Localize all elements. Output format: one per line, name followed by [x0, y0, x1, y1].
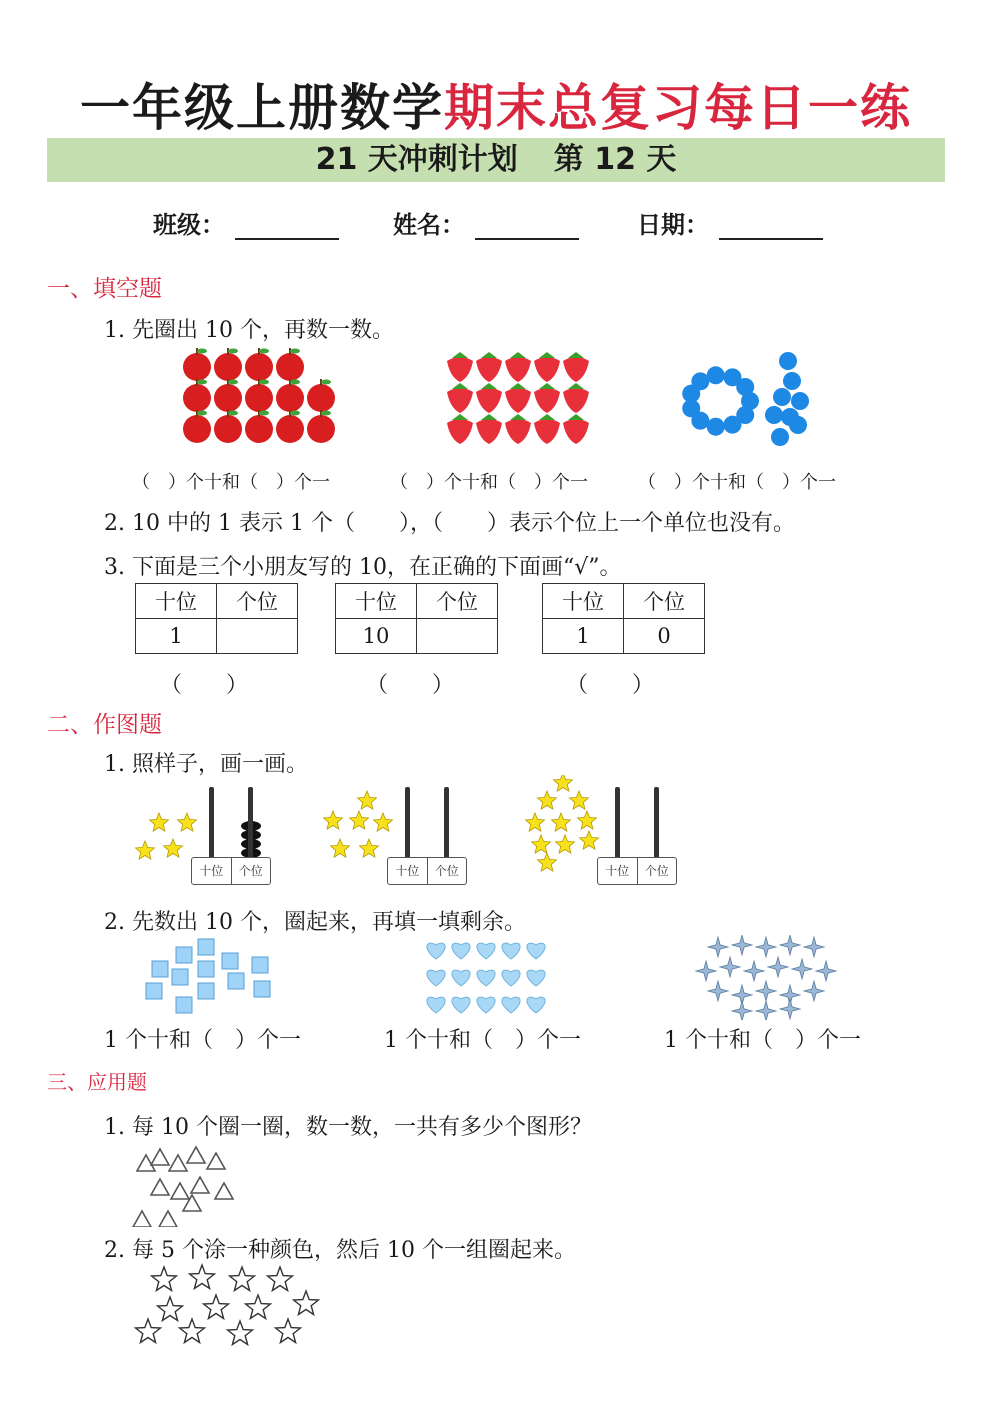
place-value-table-1 — [135, 583, 298, 654]
outline-star-icon — [246, 1295, 271, 1319]
ones-header: 个位 — [624, 584, 705, 619]
star-icon — [350, 811, 369, 829]
strawberry-leaf — [510, 383, 526, 389]
star-icon — [570, 791, 589, 809]
strawberry-leaf — [539, 352, 555, 358]
s1-q2: 2. 10 中的 1 表示 1 个（ ），（ ）表示个位上一个单位也没有。 — [104, 511, 795, 536]
class-field[interactable] — [153, 205, 339, 240]
heart-icon — [502, 997, 520, 1013]
ones-header: 个位 — [217, 584, 298, 619]
sparkle-icon — [756, 1001, 776, 1020]
strawberry-icon — [447, 419, 473, 444]
sparkle-icon — [792, 959, 812, 979]
sparkle-icon — [804, 981, 824, 1001]
strawberry-leaf — [481, 414, 497, 420]
section2-heading: 二、作图题 — [47, 712, 162, 738]
heart-icon — [427, 943, 445, 959]
outline-star-icon — [268, 1267, 293, 1291]
square-icon — [152, 961, 168, 977]
s1-q1-answer-2: （ ）个十和（ ）个一 — [390, 472, 588, 493]
sparkle-icon — [804, 937, 824, 957]
tens-label: 十位 — [192, 858, 232, 884]
triangles — [133, 1147, 233, 1227]
strawberry-leaf — [481, 352, 497, 358]
triangle-group — [130, 1142, 250, 1227]
heart-icon — [527, 997, 545, 1013]
square-icon — [198, 939, 214, 955]
sparkle-icon — [780, 935, 800, 955]
s3-q2: 2. 每 5 个涂一种颜色，然后 10 个一组圈起来。 — [104, 1238, 576, 1263]
star-icon — [136, 841, 155, 859]
star-icon — [554, 775, 573, 791]
outline-star-icon — [152, 1267, 177, 1291]
apple-leaf — [197, 349, 207, 354]
strawberry-leaf — [452, 414, 468, 420]
check-paren-1[interactable]: （ ） — [160, 673, 249, 698]
strawberry-leaf — [568, 352, 584, 358]
tens-value: 1 — [543, 619, 624, 654]
bead-icon — [736, 378, 754, 396]
check-paren-2[interactable]: （ ） — [366, 673, 455, 698]
triangle-icon — [169, 1155, 187, 1171]
heart-group — [427, 943, 545, 1013]
heart-icon — [477, 970, 495, 986]
apple-icon — [245, 384, 273, 412]
strawberry-icon — [476, 357, 502, 382]
tens-value: 1 — [136, 619, 217, 654]
star-icon — [331, 839, 350, 857]
title-black: 一年级上册数学 — [80, 79, 444, 137]
heart-icon — [527, 943, 545, 959]
place-value-table-2 — [335, 583, 498, 654]
sparkle-icon — [756, 937, 776, 957]
strawberry-icon — [505, 357, 531, 382]
star-icon — [538, 791, 557, 809]
plan-banner — [47, 138, 945, 182]
outline-stars — [136, 1265, 319, 1345]
outline-star-icon — [158, 1297, 183, 1321]
star-icon — [526, 813, 545, 831]
name-label: 姓名： — [393, 211, 465, 239]
bead-group — [682, 352, 809, 446]
strawberry-icon — [534, 357, 560, 382]
sparkle-group — [696, 935, 836, 1020]
apple-leaf — [290, 349, 300, 354]
triangle-icon — [159, 1211, 177, 1227]
apple-leaf — [259, 349, 269, 354]
bead-icon — [707, 418, 725, 436]
strawberry-icon — [563, 388, 589, 413]
triangle-icon — [133, 1211, 151, 1227]
strawberry-icon — [447, 388, 473, 413]
s1-q1: 1. 先圈出 10 个，再数一数。 — [104, 318, 394, 343]
triangle-icon — [171, 1183, 189, 1199]
title-red: 期末总复习每日一练 — [444, 79, 912, 137]
outline-star-icon — [230, 1267, 255, 1291]
star-icon — [538, 853, 557, 871]
star-icon — [178, 813, 197, 831]
star-icon — [578, 811, 597, 829]
date-blank[interactable] — [719, 214, 823, 240]
apple-icon — [307, 415, 335, 443]
strawberry-icon — [505, 388, 531, 413]
s1-q1-answer-1: （ ）个十和（ ）个一 — [132, 472, 330, 493]
bead-icon — [771, 428, 789, 446]
star-icon — [532, 835, 551, 853]
heart-icon — [452, 970, 470, 986]
s2-q2: 2. 先数出 10 个，圈起来，再填一填剩余。 — [104, 910, 526, 935]
bead-icon — [691, 372, 709, 390]
heart-icon — [452, 997, 470, 1013]
date-field[interactable] — [637, 205, 823, 240]
star-icon — [552, 813, 571, 831]
triangle-icon — [151, 1179, 169, 1195]
strawberry-leaf — [539, 414, 555, 420]
ones-label: 个位 — [238, 864, 263, 878]
class-label: 班级： — [153, 211, 225, 239]
bead-icon — [783, 372, 801, 390]
s2-q1: 1. 照样子，画一画。 — [104, 752, 308, 777]
sparkle-icon — [732, 1001, 752, 1020]
strawberry-leaf — [510, 414, 526, 420]
shape-groups — [140, 935, 860, 1020]
strawberry-leaf — [481, 383, 497, 389]
strawberry-leaf — [452, 352, 468, 358]
ones-label: 个位 — [434, 864, 459, 878]
ones-value — [217, 619, 298, 654]
abacus3-ones-rod — [654, 787, 659, 859]
strawberry-icon — [505, 419, 531, 444]
bead-icon — [707, 366, 725, 384]
star-icon — [324, 811, 343, 829]
star-icon — [358, 791, 377, 809]
abacus2-tens-rod — [405, 787, 410, 859]
sparkle-icon — [708, 937, 728, 957]
square-icon — [198, 961, 214, 977]
star-icon — [360, 839, 379, 857]
sparkle-icon — [816, 961, 836, 981]
outline-star-icon — [190, 1265, 215, 1289]
check-paren-3[interactable]: （ ） — [566, 673, 655, 698]
apple-leaf — [321, 380, 331, 385]
apple-icon — [183, 415, 211, 443]
star-icon — [150, 813, 169, 831]
strawberry-icon — [476, 419, 502, 444]
section3-heading: 三、应用题 — [47, 1070, 147, 1094]
strawberry-leaf — [452, 383, 468, 389]
ones-value — [417, 619, 498, 654]
sparkle-icon — [720, 957, 740, 977]
apple-leaf — [290, 411, 300, 416]
outline-star-icon — [276, 1319, 301, 1343]
apple-icon — [183, 384, 211, 412]
abacus1-label — [191, 857, 271, 885]
abacus2-label — [387, 857, 467, 885]
apple-leaf — [228, 349, 238, 354]
class-blank[interactable] — [235, 214, 339, 240]
apple-icon — [276, 384, 304, 412]
counting-pictures — [170, 345, 900, 455]
heart-icon — [452, 943, 470, 959]
heart-icon — [502, 970, 520, 986]
abacus3-label — [597, 857, 677, 885]
abacus2-ones-rod — [444, 787, 449, 859]
sparkle-icon — [756, 981, 776, 1001]
apple-leaf — [228, 380, 238, 385]
square-icon — [228, 973, 244, 989]
bead-icon — [789, 416, 807, 434]
bead-icon — [779, 352, 797, 370]
ones-header: 个位 — [417, 584, 498, 619]
sparkle-icon — [696, 961, 716, 981]
square-group — [146, 939, 270, 1013]
s2-q2-answer-3: 1 个十和（ ）个一 — [664, 1028, 861, 1053]
strawberry-leaf — [510, 352, 526, 358]
triangle-icon — [183, 1195, 201, 1211]
square-icon — [222, 953, 238, 969]
tens-label: 十位 — [598, 858, 638, 884]
apple-leaf — [197, 380, 207, 385]
outline-star-icon — [136, 1319, 161, 1343]
square-icon — [146, 983, 162, 999]
abacus1-tens-rod — [209, 787, 214, 859]
apple-icon — [307, 384, 335, 412]
s1-q1-answer-3: （ ）个十和（ ）个一 — [638, 472, 836, 493]
sparkle-icon — [780, 999, 800, 1019]
apple-leaf — [321, 411, 331, 416]
section1-heading: 一、填空题 — [47, 276, 162, 302]
heart-icon — [477, 997, 495, 1013]
ones-label: 个位 — [644, 864, 669, 878]
s3-q1: 1. 每 10 个圈一圈，数一数，一共有多少个图形？ — [104, 1115, 592, 1140]
outline-star-icon — [180, 1319, 205, 1343]
square-icon — [254, 981, 270, 997]
tens-header: 十位 — [543, 584, 624, 619]
apple-leaf — [228, 411, 238, 416]
star-icon — [556, 835, 575, 853]
bead-icon — [723, 416, 741, 434]
outline-star-icon — [228, 1321, 253, 1345]
sparkle-icon — [768, 957, 788, 977]
triangle-icon — [215, 1183, 233, 1199]
outline-star-icon — [204, 1295, 229, 1319]
heart-icon — [502, 943, 520, 959]
day-text: 第 12 天 — [553, 142, 677, 177]
strawberry-group — [447, 352, 589, 444]
heart-icon — [477, 943, 495, 959]
apple-leaf — [259, 380, 269, 385]
triangle-icon — [151, 1149, 169, 1165]
triangle-icon — [207, 1153, 225, 1169]
heart-icon — [427, 997, 445, 1013]
name-blank[interactable] — [475, 214, 579, 240]
bead-icon — [765, 406, 783, 424]
abacus1-ones-rod — [248, 787, 253, 859]
strawberry-icon — [476, 388, 502, 413]
date-label: 日期： — [637, 211, 709, 239]
strawberry-icon — [534, 419, 560, 444]
s1-q3: 3. 下面是三个小朋友写的 10，在正确的下面画“√”。 — [104, 555, 622, 580]
square-icon — [172, 969, 188, 985]
apple-icon — [214, 353, 242, 381]
apple-icon — [214, 384, 242, 412]
square-icon — [176, 997, 192, 1013]
apple-leaf — [259, 411, 269, 416]
plan-text: 21 天冲刺计划 — [315, 142, 518, 177]
star-icon — [374, 813, 393, 831]
outline-star-group — [130, 1262, 330, 1347]
apple-icon — [276, 415, 304, 443]
strawberry-icon — [534, 388, 560, 413]
s2-q2-answer-1: 1 个十和（ ）个一 — [104, 1028, 301, 1053]
apple-icon — [245, 415, 273, 443]
heart-icon — [527, 970, 545, 986]
bead-icon — [791, 392, 809, 410]
ones-value: 0 — [624, 619, 705, 654]
strawberry-leaf — [568, 383, 584, 389]
sparkle-icon — [744, 961, 764, 981]
square-icon — [252, 957, 268, 973]
name-field[interactable] — [393, 205, 579, 240]
heart-icon — [427, 970, 445, 986]
tens-value: 10 — [336, 619, 417, 654]
apple-icon — [183, 353, 211, 381]
apple-icon — [245, 353, 273, 381]
apple-icon — [214, 415, 242, 443]
triangle-icon — [191, 1177, 209, 1193]
apple-leaf — [197, 411, 207, 416]
outline-star-icon — [294, 1291, 319, 1315]
star-icon — [164, 839, 183, 857]
square-icon — [198, 983, 214, 999]
strawberry-icon — [447, 357, 473, 382]
bead-icon — [773, 388, 791, 406]
sparkle-icon — [708, 981, 728, 1001]
tens-header: 十位 — [336, 584, 417, 619]
place-value-table-3 — [542, 583, 705, 654]
triangle-icon — [187, 1147, 205, 1163]
sparkle-icon — [732, 935, 752, 955]
apple-group — [183, 348, 335, 443]
tens-header: 十位 — [136, 584, 217, 619]
strawberry-icon — [563, 357, 589, 382]
abacus3-tens-rod — [615, 787, 620, 859]
s2-q2-answer-2: 1 个十和（ ）个一 — [384, 1028, 581, 1053]
strawberry-icon — [563, 419, 589, 444]
apple-leaf — [290, 380, 300, 385]
star-icon — [580, 831, 599, 849]
strawberry-leaf — [539, 383, 555, 389]
tens-label: 十位 — [388, 858, 428, 884]
square-icon — [176, 947, 192, 963]
strawberry-leaf — [568, 414, 584, 420]
apple-icon — [276, 353, 304, 381]
page-title — [0, 68, 992, 140]
